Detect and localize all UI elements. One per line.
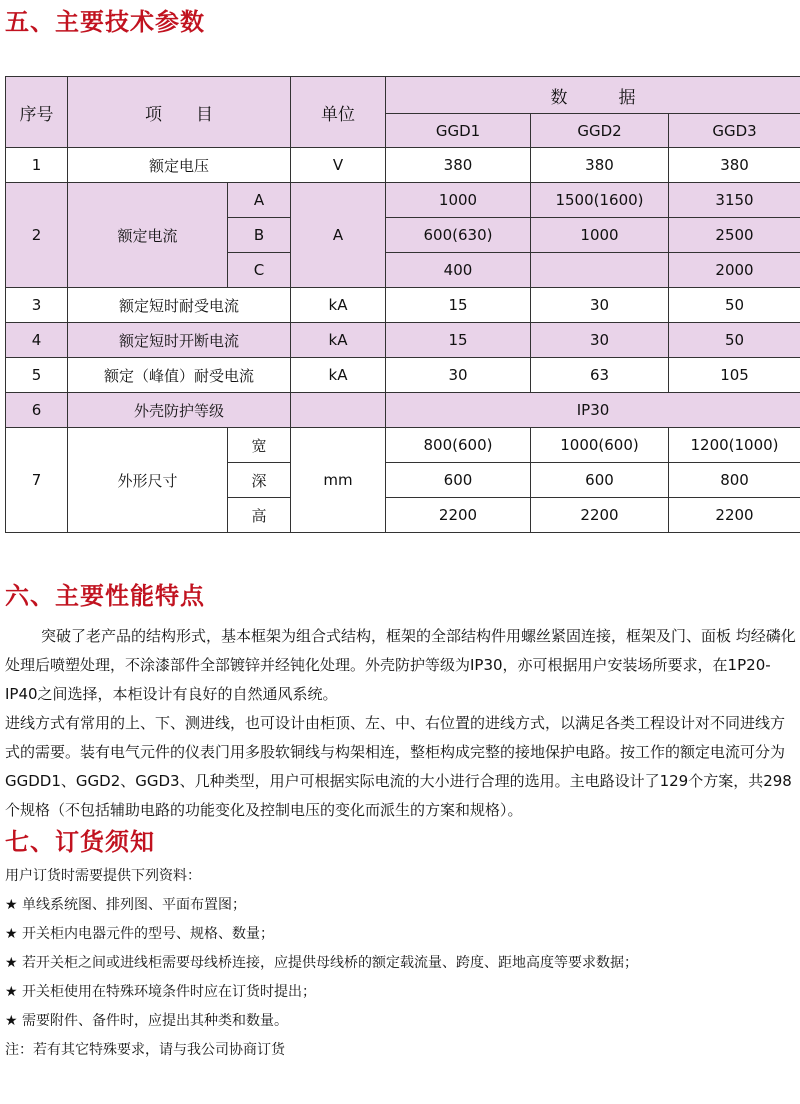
ordering-item: ★ 需要附件、备件时，应提出其种类和数量。 (5, 1013, 288, 1029)
header-seq: 序号 (6, 77, 68, 148)
row-value: 800 (669, 463, 800, 498)
table-header-row (6, 77, 800, 114)
row-unit: V (291, 148, 386, 183)
row-value: 1200(1000) (669, 428, 800, 463)
row-value: 2200 (669, 498, 800, 533)
row-value: 380 (669, 148, 800, 183)
row-unit: kA (291, 288, 386, 323)
row-value: 2200 (531, 498, 669, 533)
row-unit: kA (291, 358, 386, 393)
table-row (6, 288, 800, 323)
row-value: 50 (669, 323, 800, 358)
row-value: 600 (386, 463, 531, 498)
row-value: 600 (531, 463, 669, 498)
ordering-item: ★ 开关柜内电器元件的型号、规格、数量； (5, 926, 274, 942)
row-value: 380 (531, 148, 669, 183)
row-item: 额定电压 (68, 148, 291, 183)
row-unit: mm (291, 428, 386, 533)
row-value: 2200 (386, 498, 531, 533)
row-value: 800(600) (386, 428, 531, 463)
section-6-title: 六、主要性能特点 (5, 582, 205, 610)
row-value: 1000 (531, 218, 669, 253)
row-sub-label: A (228, 183, 291, 218)
row-sub-label: 宽 (228, 428, 291, 463)
row-unit (291, 393, 386, 428)
row-sub-label: C (228, 253, 291, 288)
header-model: GGD1 (386, 114, 531, 148)
row-value: 15 (386, 288, 531, 323)
row-seq: 1 (6, 148, 68, 183)
row-value: 30 (531, 323, 669, 358)
header-model: GGD3 (669, 114, 800, 148)
ordering-item: ★ 若开关柜之间或进线柜需要母线桥连接，应提供母线桥的额定载流量、跨度、距地高度等要求数据； (5, 955, 638, 971)
row-seq: 5 (6, 358, 68, 393)
technical-parameters-table (5, 76, 800, 533)
row-sub-label: 深 (228, 463, 291, 498)
ordering-item: ★ 单线系统图、排列图、平面布置图； (5, 897, 246, 913)
row-value: 1000(600) (531, 428, 669, 463)
header-model: GGD2 (531, 114, 669, 148)
table-row (6, 393, 800, 428)
table-row (6, 183, 800, 218)
row-unit: A (291, 183, 386, 288)
row-seq: 4 (6, 323, 68, 358)
row-item: 额定（峰值）耐受电流 (68, 358, 291, 393)
row-value (531, 253, 669, 288)
row-item: 外壳防护等级 (68, 393, 291, 428)
row-value: 1500(1600) (531, 183, 669, 218)
row-item: 额定短时耐受电流 (68, 288, 291, 323)
row-value: 1000 (386, 183, 531, 218)
table-row (6, 358, 800, 393)
table-row (6, 148, 800, 183)
row-item: 额定电流 (68, 183, 228, 288)
table-row (6, 428, 800, 463)
features-paragraph-1: 突破了老产品的结构形式，基本框架为组合式结构，框架的全部结构件用螺丝紧固连接，框架及门、面板 均经磷化处理后喷塑处理，不涂漆部件全部镀锌并经钝化处理。外壳防护等级为IP30，亦可根据用户安装场所要求，在1P20-IP40之间选择，本柜设计有良好的自然通风系统。 (5, 627, 796, 703)
row-value: 30 (531, 288, 669, 323)
row-value: 600(630) (386, 218, 531, 253)
row-sub-label: B (228, 218, 291, 253)
row-item: 外形尺寸 (68, 428, 228, 533)
row-value: 2500 (669, 218, 800, 253)
row-value: 105 (669, 358, 800, 393)
row-value-merged: IP30 (386, 393, 800, 428)
features-paragraph-2: 进线方式有常用的上、下、测进线，也可设计由柜顶、左、中、右位置的进线方式，以满足各类工程设计对不同进线方式的需要。装有电气元件的仪表门用多股软铜线与构架相连，整柜构成完整的接地保护电路。按工作的额定电流可分为GGDD1、GGD2、GGD3、几种类型，用户可根据实际电流的大小进行合理的选用。主电路设计了129个方案，共298个规格（不包括辅助电路的功能变化及控制电压的变化而派生的方案和规格）。 (5, 714, 792, 819)
ordering-notes (5, 862, 798, 1065)
ordering-item: ★ 开关柜使用在特殊环境条件时应在订货时提出； (5, 984, 316, 1000)
row-value: 380 (386, 148, 531, 183)
row-value: 2000 (669, 253, 800, 288)
row-value: 15 (386, 323, 531, 358)
row-sub-label: 高 (228, 498, 291, 533)
row-item: 额定短时开断电流 (68, 323, 291, 358)
ordering-note: 注：若有其它特殊要求，请与我公司协商订货 (5, 1042, 285, 1058)
row-value: 400 (386, 253, 531, 288)
row-seq: 2 (6, 183, 68, 288)
row-seq: 7 (6, 428, 68, 533)
section-5-title: 五、主要技术参数 (5, 8, 205, 36)
row-value: 3150 (669, 183, 800, 218)
row-seq: 6 (6, 393, 68, 428)
row-unit: kA (291, 323, 386, 358)
row-value: 50 (669, 288, 800, 323)
row-seq: 3 (6, 288, 68, 323)
section-7-title: 七、订货须知 (5, 828, 155, 856)
row-value: 63 (531, 358, 669, 393)
header-item: 项 目 (68, 77, 291, 148)
header-unit: 单位 (291, 77, 386, 148)
table-row (6, 323, 800, 358)
header-data: 数 据 (386, 77, 800, 114)
ordering-intro: 用户订货时需要提供下列资料： (5, 868, 201, 884)
row-value: 30 (386, 358, 531, 393)
